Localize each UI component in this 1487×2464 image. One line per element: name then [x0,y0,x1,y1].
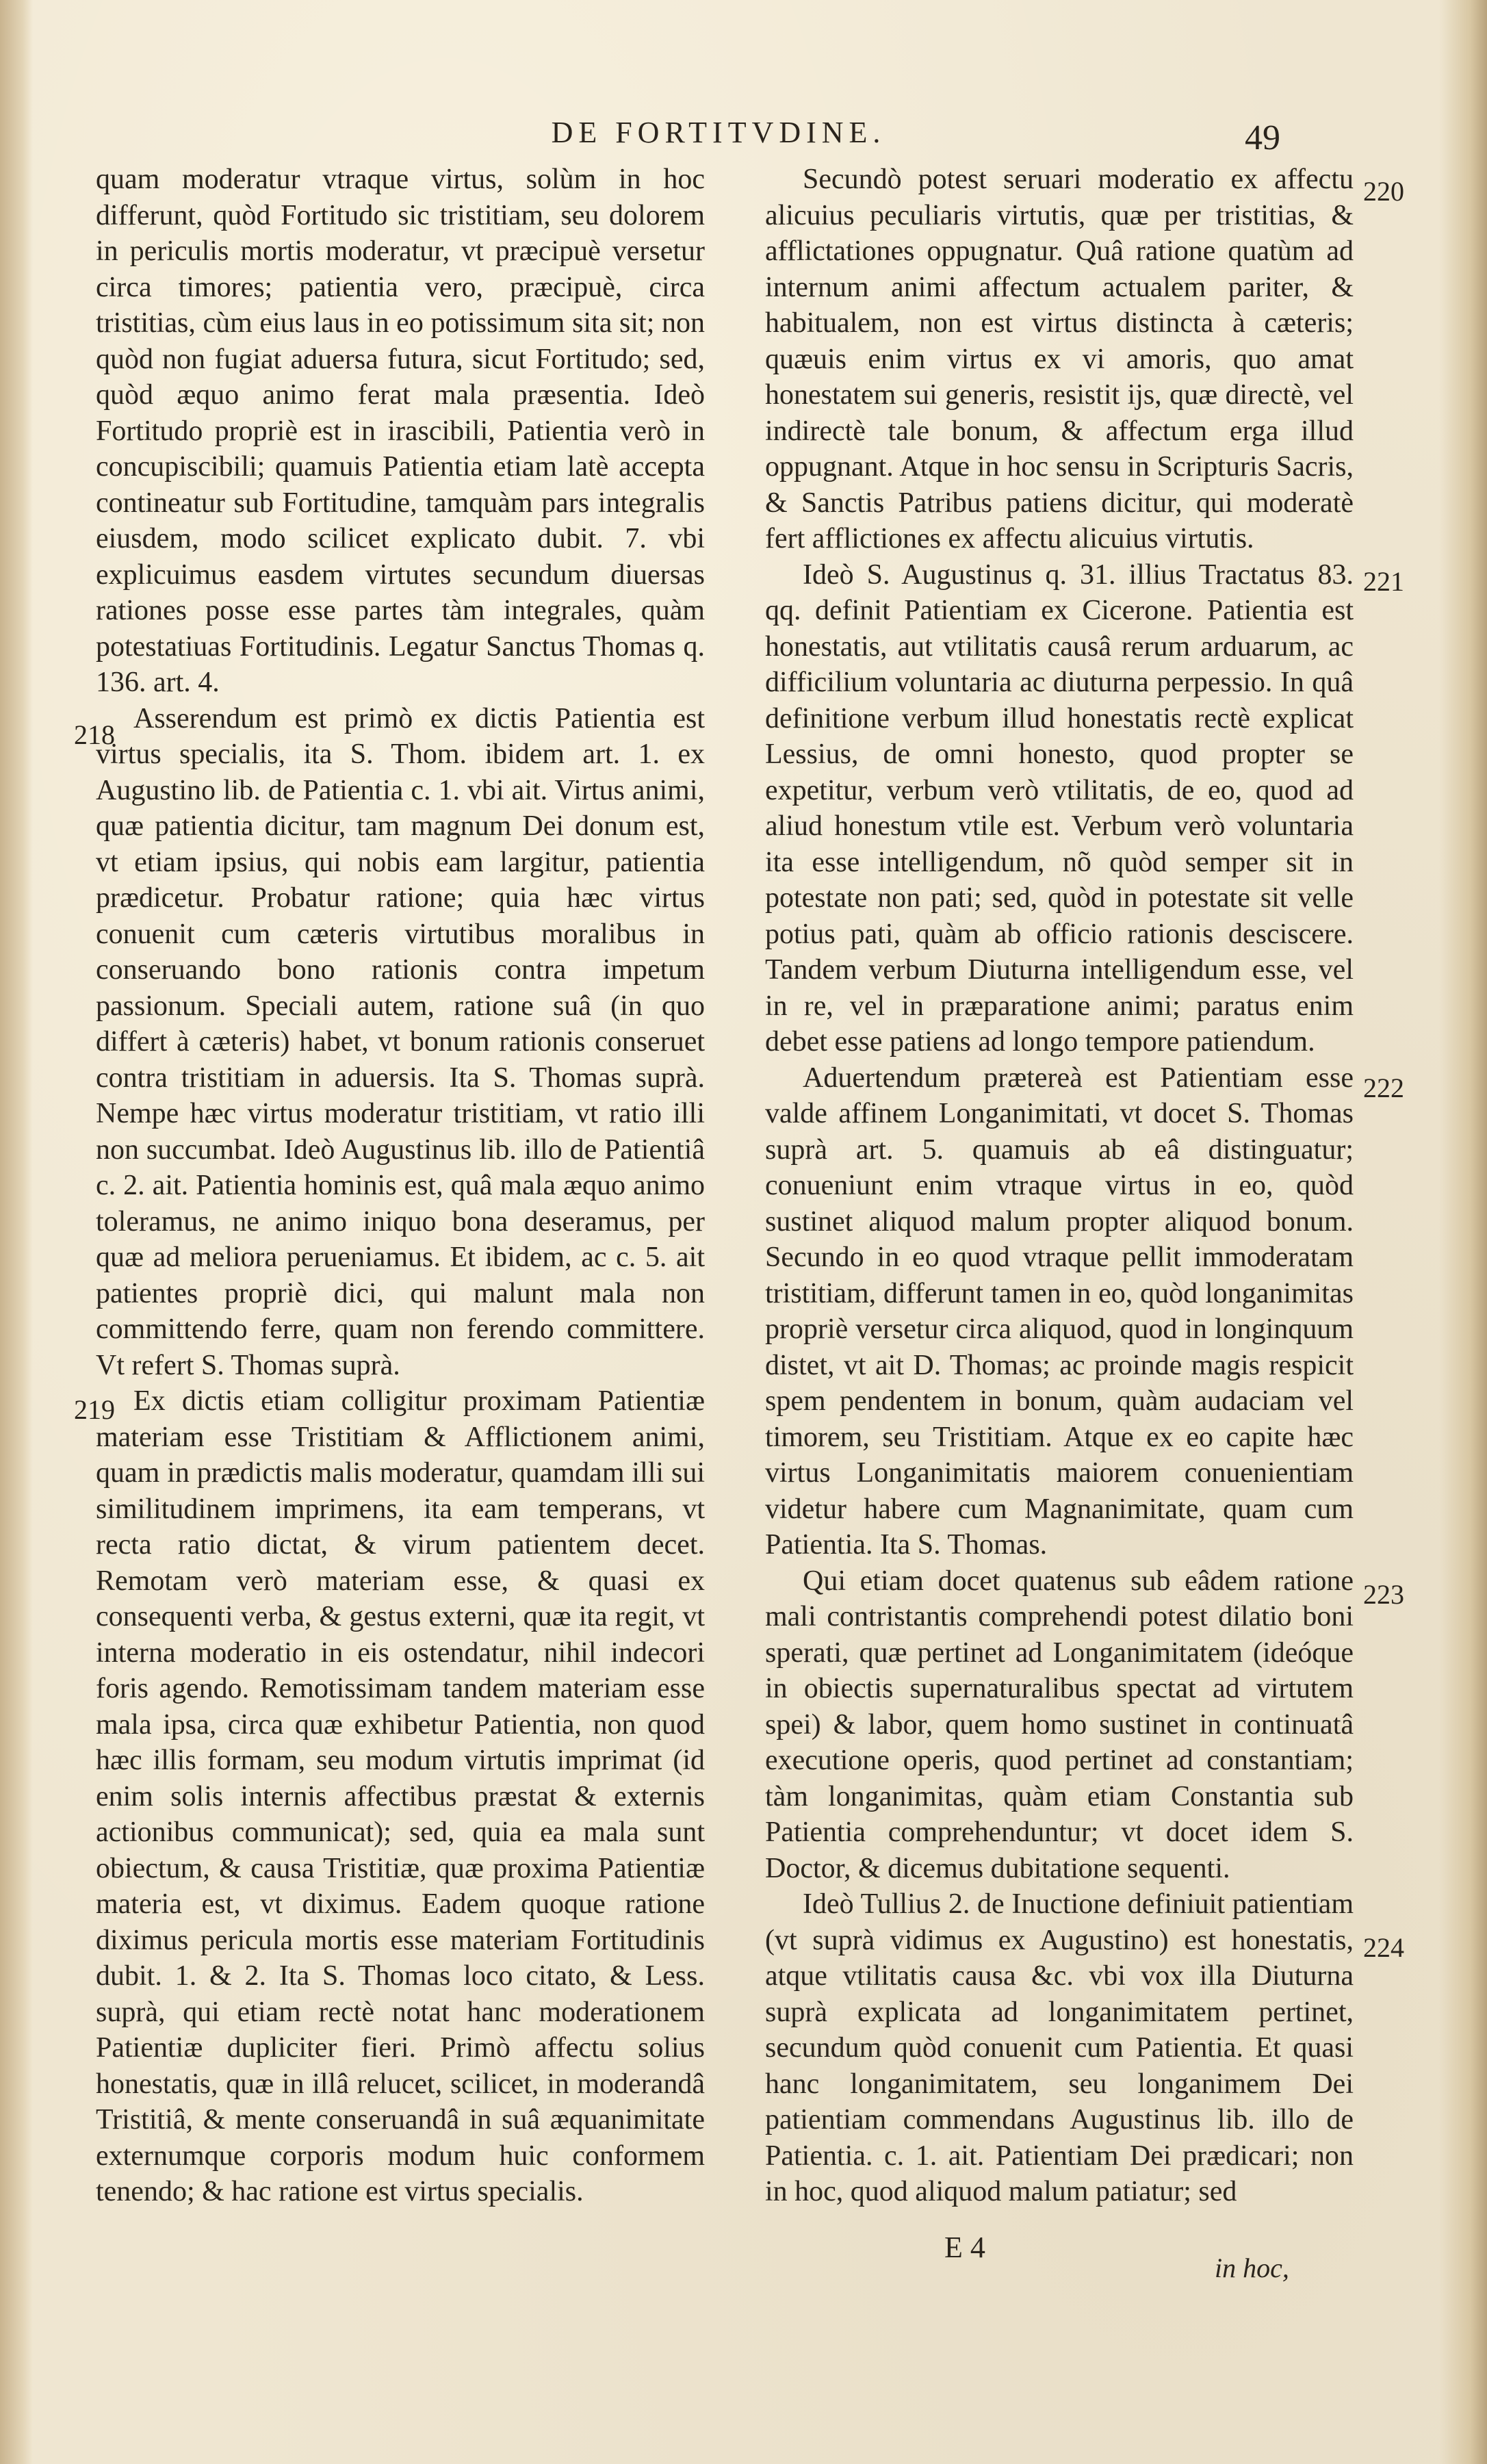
right-column [765,162,1354,2210]
margin-number-221: 221 [1363,566,1404,597]
margin-number-222: 222 [1363,1073,1404,1103]
page-number: 49 [1245,118,1280,157]
paragraph-222: Aduertendum prætereà est Patientiam esse valde affinem Longanimitati, vt docet S. Thomas suprà art. 5. quamuis ab eâ distinguatur; conueniunt enim vtraque virtus in eo, quòd sustinet aliquod malum propter aliquod bonum. Secundo in eo quod vtraque pellit immoderatam tristitiam, differunt tamen in eo, quòd longanimitas propriè versetur circa aliquod, quod in longinquum distet, vt ait D. Thomas; ac proinde magis respicit spem pendentem in bonum, quàm audaciam vel timorem, seu Tristitiam. Atque ex eo capite hæc virtus Longanimitatis maiorem conuenientiam videtur habere cum Magnanimitate, quam cum Patientia. Ita S. Thomas. [765,1062,1354,1561]
margin-number-219: 219 [74,1394,115,1425]
catchword: in hoc, [1215,2253,1289,2283]
signature-mark: E 4 [944,2231,985,2264]
paragraph-223: Qui etiam docet quatenus sub eâdem ratione mali contristantis comprehendi potest dilatio boni sperati, quæ pertinet ad Longanimitatem (ideóque in obiectis supernaturalibus spectat ad virtutem spei) & labor, quem homo sustinet in continuatâ executione operis, quod pertinet ad constantiam; tàm longanimitas, quàm etiam Constantia sub Patientia comprehenduntur; vt docet idem S. Doctor, & dicemus dubitatione sequenti. [765,1565,1354,1884]
margin-number-218: 218 [74,719,115,750]
paragraph-220: Secundò potest seruari moderatio ex affectu alicuius peculiaris virtutis, quæ per tristitias, & afflictationes oppugnatur. Quâ ratione quatùm ad internum animi affectum actualem pariter, & habitualem, non est virtus distincta à cæteris; quæuis enim virtus ex vi amoris, quo amat honestatem sui generis, resistit ijs, quæ directè, vel indirectè tale bonum, & affectum erga illud oppugnant. Atque in hoc sensu in Scripturis Sacris, & Sanctis Patribus patiens dicitur, qui moderatè fert afflictiones ex affectu alicuius virtutis. [765,164,1354,554]
paragraph-224: Ideò Tullius 2. de Inuctione definiuit patientiam (vt suprà vidimus ex Augustino) est honestatis, atque vtilitatis causa &c. vbi vox illa Diuturna suprà explicata ad longanimitatem pertinet, secundum quòd conuenit cum Patientia. Et quasi hanc longanimitatem, seu longanimem Dei patientiam commendans Augustinus lib. illo de Patientia. c. 1. ait. Patientiam Dei prædicari; non in hoc, quod aliquod malum patiatur; sed [765,1888,1354,2207]
running-head: DE FORTITVDINE. [551,116,886,149]
paragraph-219: Ex dictis etiam colligitur proximam Patientiæ materiam esse Tristitiam & Afflictionem animi, quam in prædictis malis moderatur, quamdam illi sui similitudinem imprimens, ita eam temperans, vt recta ratio dictat, & virum patientem decet. Remotam verò materiam esse, & quasi ex consequenti verba, & gestus externi, quæ ita regit, vt interna moderatio in eis ostendatur, nihil indecori foris agendo. Remotissimam tandem materiam esse mala ipsa, circa quæ exhibetur Patientia, non quod hæc illis formam, seu modum virtutis imprimat (id enim solis internis affectibus præstat & externis actionibus communicat); sed, quia ea mala sunt obiectum, & causa Tristitiæ, quæ proxima Patientiæ materia est, vt diximus. Eadem quoque ratione diximus pericula mortis esse materiam Fortitudinis dubit. 1. & 2. Ita S. Thomas loco citato, & Less. suprà, qui etiam rectè notat hanc moderationem Patientiæ dupliciter fieri. Primò affectu solius honestatis, quæ in illâ relucet, scilicet, in moderandâ Tristitiâ, & mente conseruandâ in suâ æquanimitate externumque corporis modum huic conformem tenendo; & hac ratione est virtus specialis. [96,1385,705,2207]
paragraph-continuation: quam moderatur vtraque virtus, solùm in hoc differunt, quòd Fortitudo sic tristitiam, seu dolorem in periculis mortis moderatur, vt præcipuè versetur circa timores; patientia vero, præcipuè, circa tristitias, cùm eius laus in eo potissimum sita sit; non quòd non fugiat aduersa futura, sicut Fortitudo; sed, quòd æquo animo ferat mala præsentia. Ideò Fortitudo propriè est in irascibili, Patientia verò in concupiscibili; quamuis Patientia etiam latè accepta contineatur sub Fortitudine, tamquàm pars integralis eiusdem, modo scilicet explicato dubit. 7. vbi explicuimus easdem virtutes secundum diuersas rationes posse esse partes tàm integrales, quàm potestatiuas Fortitudinis. Legatur Sanctus Thomas q. 136. art. 4. [96,164,705,698]
margin-number-224: 224 [1363,1932,1404,1963]
paragraph-221: Ideò S. Augustinus q. 31. illius Tractatus 83. qq. definit Patientiam ex Cicerone. Patientia est honestatis, aut vtilitatis causâ rerum arduarum, ac difficilium voluntaria ac diuturna perpessio. In quâ definitione verbum illud honestatis rectè explicat Lessius, de omni honesto, quod propter se expetitur, verbum verò vtilitatis, de eo, quod ad aliud honestum vtile est. Verbum verò voluntaria ita esse intelligendum, nõ quòd semper sit in potestate non pati; sed, quòd in potestate sit velle potius pati, quàm ab officio rationis desciscere. Tandem verbum Diuturna intelligendum esse, vel in re, vel in præparatione animi; paratus enim debet esse patiens ad longo tempore patiendum. [765,559,1354,1057]
margin-number-223: 223 [1363,1579,1404,1610]
left-column [96,162,705,2210]
page-edge-shadow [1439,0,1487,2464]
page-gutter-shadow [0,0,33,2464]
margin-number-220: 220 [1363,176,1404,207]
paragraph-218: Asserendum est primò ex dictis Patientia est virtus specialis, ita S. Thom. ibidem art. 1. ex Augustino lib. de Patientia c. 1. vbi ait. Virtus animi, quæ patientia dicitur, tam magnum Dei donum est, vt etiam ipsius, qui nobis eam largitur, patientia prædicetur. Probatur ratione; quia hæc virtus conuenit cum cæteris virtutibus moralibus in conseruando bono rationis contra impetum passionum. Speciali autem, ratione suâ (in quo differt à cæteris) habet, vt bonum rationis conseruet contra tristitiam in aduersis. Ita S. Thomas suprà. Nempe hæc virtus moderatur tristitiam, vt ratio illi non succumbat. Ideò Augustinus lib. illo de Patientiâ c. 2. ait. Patientia hominis est, quâ mala æquo animo toleramus, ne animo iniquo bona deseramus, per quæ ad meliora perueniamus. Et ibidem, ac c. 5. ait patientes propriè dici, qui malunt mala non committendo ferre, quam non ferendo committere. Vt refert S. Thomas suprà. [96,702,705,1381]
